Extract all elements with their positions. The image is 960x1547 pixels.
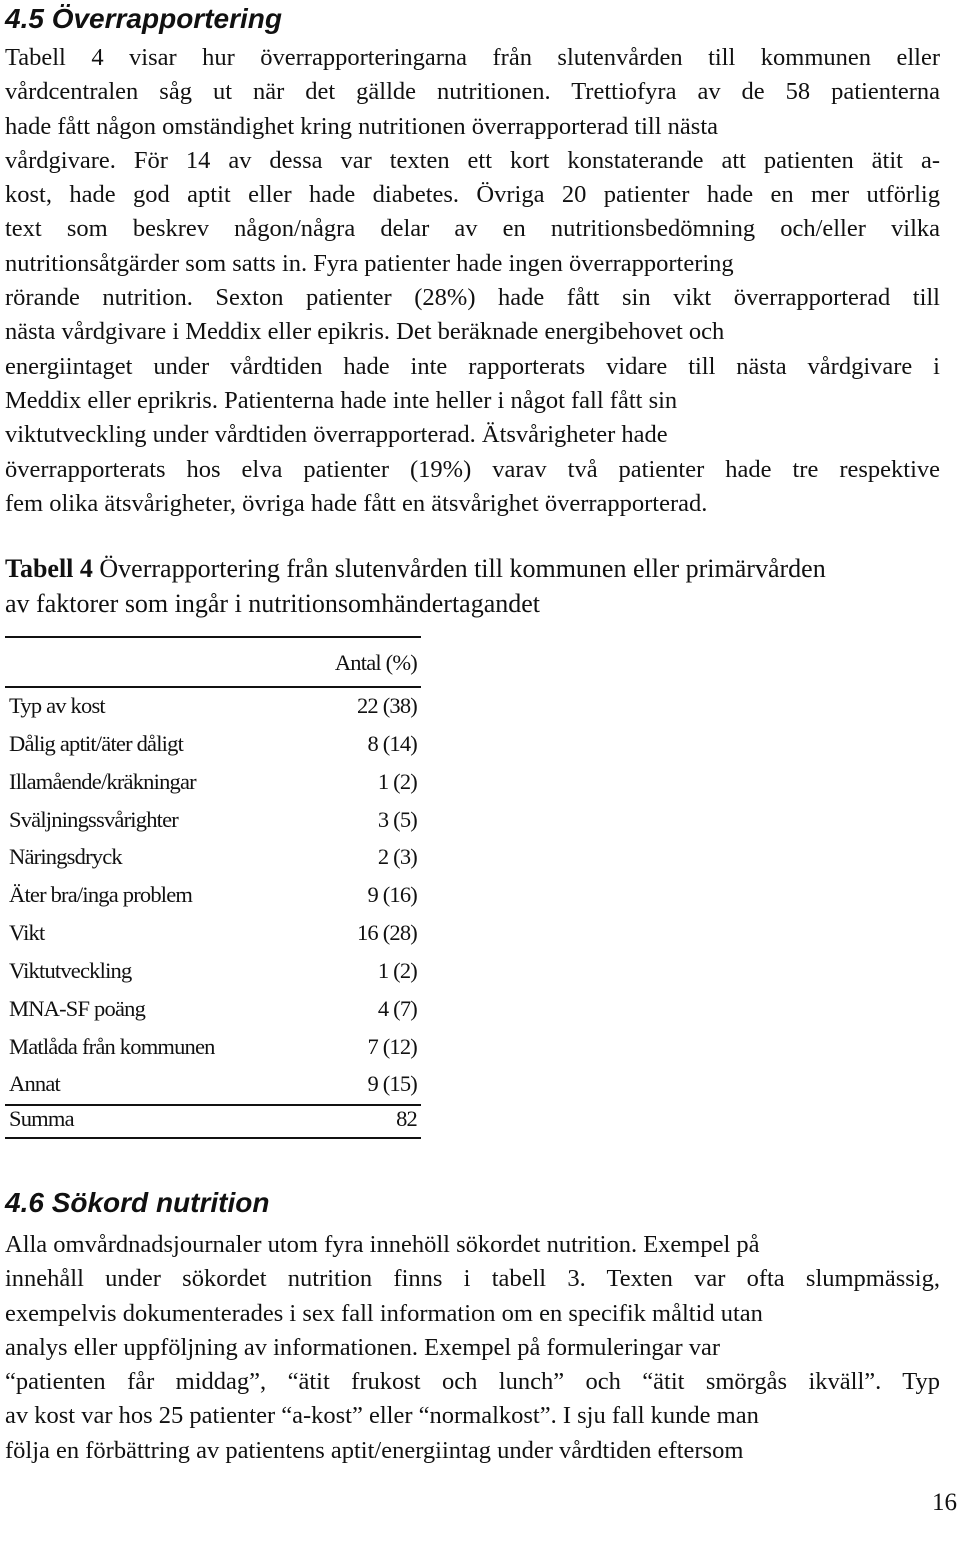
- text-line: följa en förbättring av patientens aptit/energiintag under vårdtiden eftersom: [5, 1436, 744, 1464]
- row-label: Äter bra/inga problem: [9, 882, 193, 908]
- section-heading: 4.5 Överrapportering: [5, 3, 282, 34]
- caption-line: av faktorer som ingår i nutritionsomhändertagandet: [5, 589, 541, 618]
- text-line: nästa vårdgivare i Meddix eller epikris. Det beräknade energibehovet och: [5, 318, 725, 346]
- sum-label: Summa: [9, 1106, 74, 1132]
- table-row: [5, 1029, 421, 1067]
- row-label: Sväljningssvårighter: [9, 806, 178, 832]
- row-value: 1 (2): [377, 957, 417, 983]
- page-number: 16: [932, 1489, 957, 1516]
- text-line: överrapporterats hos elva patienter (19%) varav två patienter hade tre respektive: [5, 455, 940, 483]
- table-row: [5, 1066, 421, 1104]
- text-line: kost, hade god aptit eller hade diabetes. Övriga 20 patienter hade en mer utförlig: [5, 181, 940, 209]
- text-line: viktutveckling under vårdtiden överrapporterad. Ätsvårigheter hade: [5, 421, 668, 449]
- text-line: fem olika ätsvårigheter, övriga hade fått en ätsvårighet överrapporterad.: [5, 489, 708, 517]
- row-label: Typ av kost: [9, 693, 105, 718]
- table-row: [5, 839, 421, 877]
- row-label: Vikt: [9, 920, 45, 946]
- row-label: Näringsdryck: [9, 844, 122, 870]
- table-row: [5, 991, 421, 1029]
- text-line: “patienten får middag”, “ätit frukost och lunch” och “ätit smörgås ikväll”. Typ: [5, 1368, 940, 1396]
- paragraph-sokord-nutrition: [5, 1228, 940, 1468]
- table-caption: [5, 551, 826, 621]
- text-line: energiintaget under vårdtiden hade inte rapporterats vidare till nästa vårdgivare i: [5, 352, 940, 380]
- row-value: 16 (28): [356, 920, 417, 946]
- text-line: nutritionsåtgärder som satts in. Fyra patienter hade ingen överrapportering: [5, 249, 734, 277]
- row-value: 9 (15): [367, 1071, 417, 1097]
- paragraph-overrapportering: [5, 41, 940, 521]
- row-value: 8 (14): [367, 730, 417, 756]
- sum-value: 82: [396, 1106, 417, 1132]
- section-heading: 4.6 Sökord nutrition: [5, 1187, 270, 1218]
- row-value: 1 (2): [377, 768, 417, 794]
- table-4: [5, 636, 421, 1139]
- text-line: Alla omvårdnadsjournaler utom fyra innehöll sökordet nutrition. Exempel på: [5, 1231, 760, 1258]
- table-row: [5, 877, 421, 915]
- row-value: 4 (7): [377, 995, 417, 1021]
- row-label: Viktutveckling: [9, 957, 132, 983]
- table-row: [5, 953, 421, 991]
- text-line: innehåll under sökordet nutrition finns i tabell 3. Texten var ofta slumpmässig,: [5, 1265, 940, 1293]
- column-header-antal: Antal (%): [334, 650, 417, 675]
- caption-title: Överrapportering från slutenvården till kommunen eller primärvården: [92, 554, 826, 583]
- table-sum-row: [5, 1106, 421, 1137]
- caption-line: [5, 551, 826, 586]
- row-value: 7 (12): [367, 1033, 417, 1059]
- table-row: [5, 726, 421, 764]
- text-line: vårdgivare. För 14 av dessa var texten ett kort konstaterande att patienten ätit a-: [5, 146, 940, 174]
- table-row: [5, 802, 421, 840]
- text-line: vårdcentralen såg ut när det gällde nutritionen. Trettiofyra av de 58 patienterna: [5, 78, 940, 106]
- text-line: Meddix eller eprikris. Patienterna hade inte heller i något fall fått sin: [5, 386, 678, 414]
- table-row: [5, 915, 421, 953]
- row-label: Dålig aptit/äter dåligt: [9, 730, 184, 756]
- text-line: exempelvis dokumenterades i sex fall information om en specifik måltid utan: [5, 1299, 763, 1327]
- table-row: [5, 688, 421, 726]
- text-line: av kost var hos 25 patienter “a-kost” eller “normalkost”. I sju fall kunde man: [5, 1402, 759, 1430]
- table-bottom-rule: [5, 1137, 421, 1139]
- row-label: Illamående/kräkningar: [9, 768, 196, 794]
- row-value: 9 (16): [367, 882, 417, 908]
- row-label: MNA-SF poäng: [9, 995, 146, 1021]
- caption-label: Tabell 4: [5, 554, 93, 583]
- text-line: analys eller uppföljning av informationen. Exempel på formuleringar var: [5, 1333, 721, 1361]
- text-line: hade fått någon omständighet kring nutritionen överrapporterad till nästa: [5, 112, 719, 140]
- row-value: 2 (3): [377, 844, 417, 870]
- row-value: 22 (38): [356, 693, 417, 718]
- table-header: [5, 638, 421, 686]
- row-value: 3 (5): [377, 806, 417, 832]
- table-row: [5, 764, 421, 802]
- row-label: Matlåda från kommunen: [9, 1033, 215, 1059]
- row-label: Annat: [9, 1071, 60, 1097]
- text-line: rörande nutrition. Sexton patienter (28%) hade fått sin vikt överrapporterad till: [5, 284, 940, 312]
- text-line: Tabell 4 visar hur överrapporteringarna från slutenvården till kommunen eller: [5, 44, 940, 71]
- text-line: text som beskrev någon/några delar av en nutritionsbedömning och/eller vilka: [5, 215, 940, 243]
